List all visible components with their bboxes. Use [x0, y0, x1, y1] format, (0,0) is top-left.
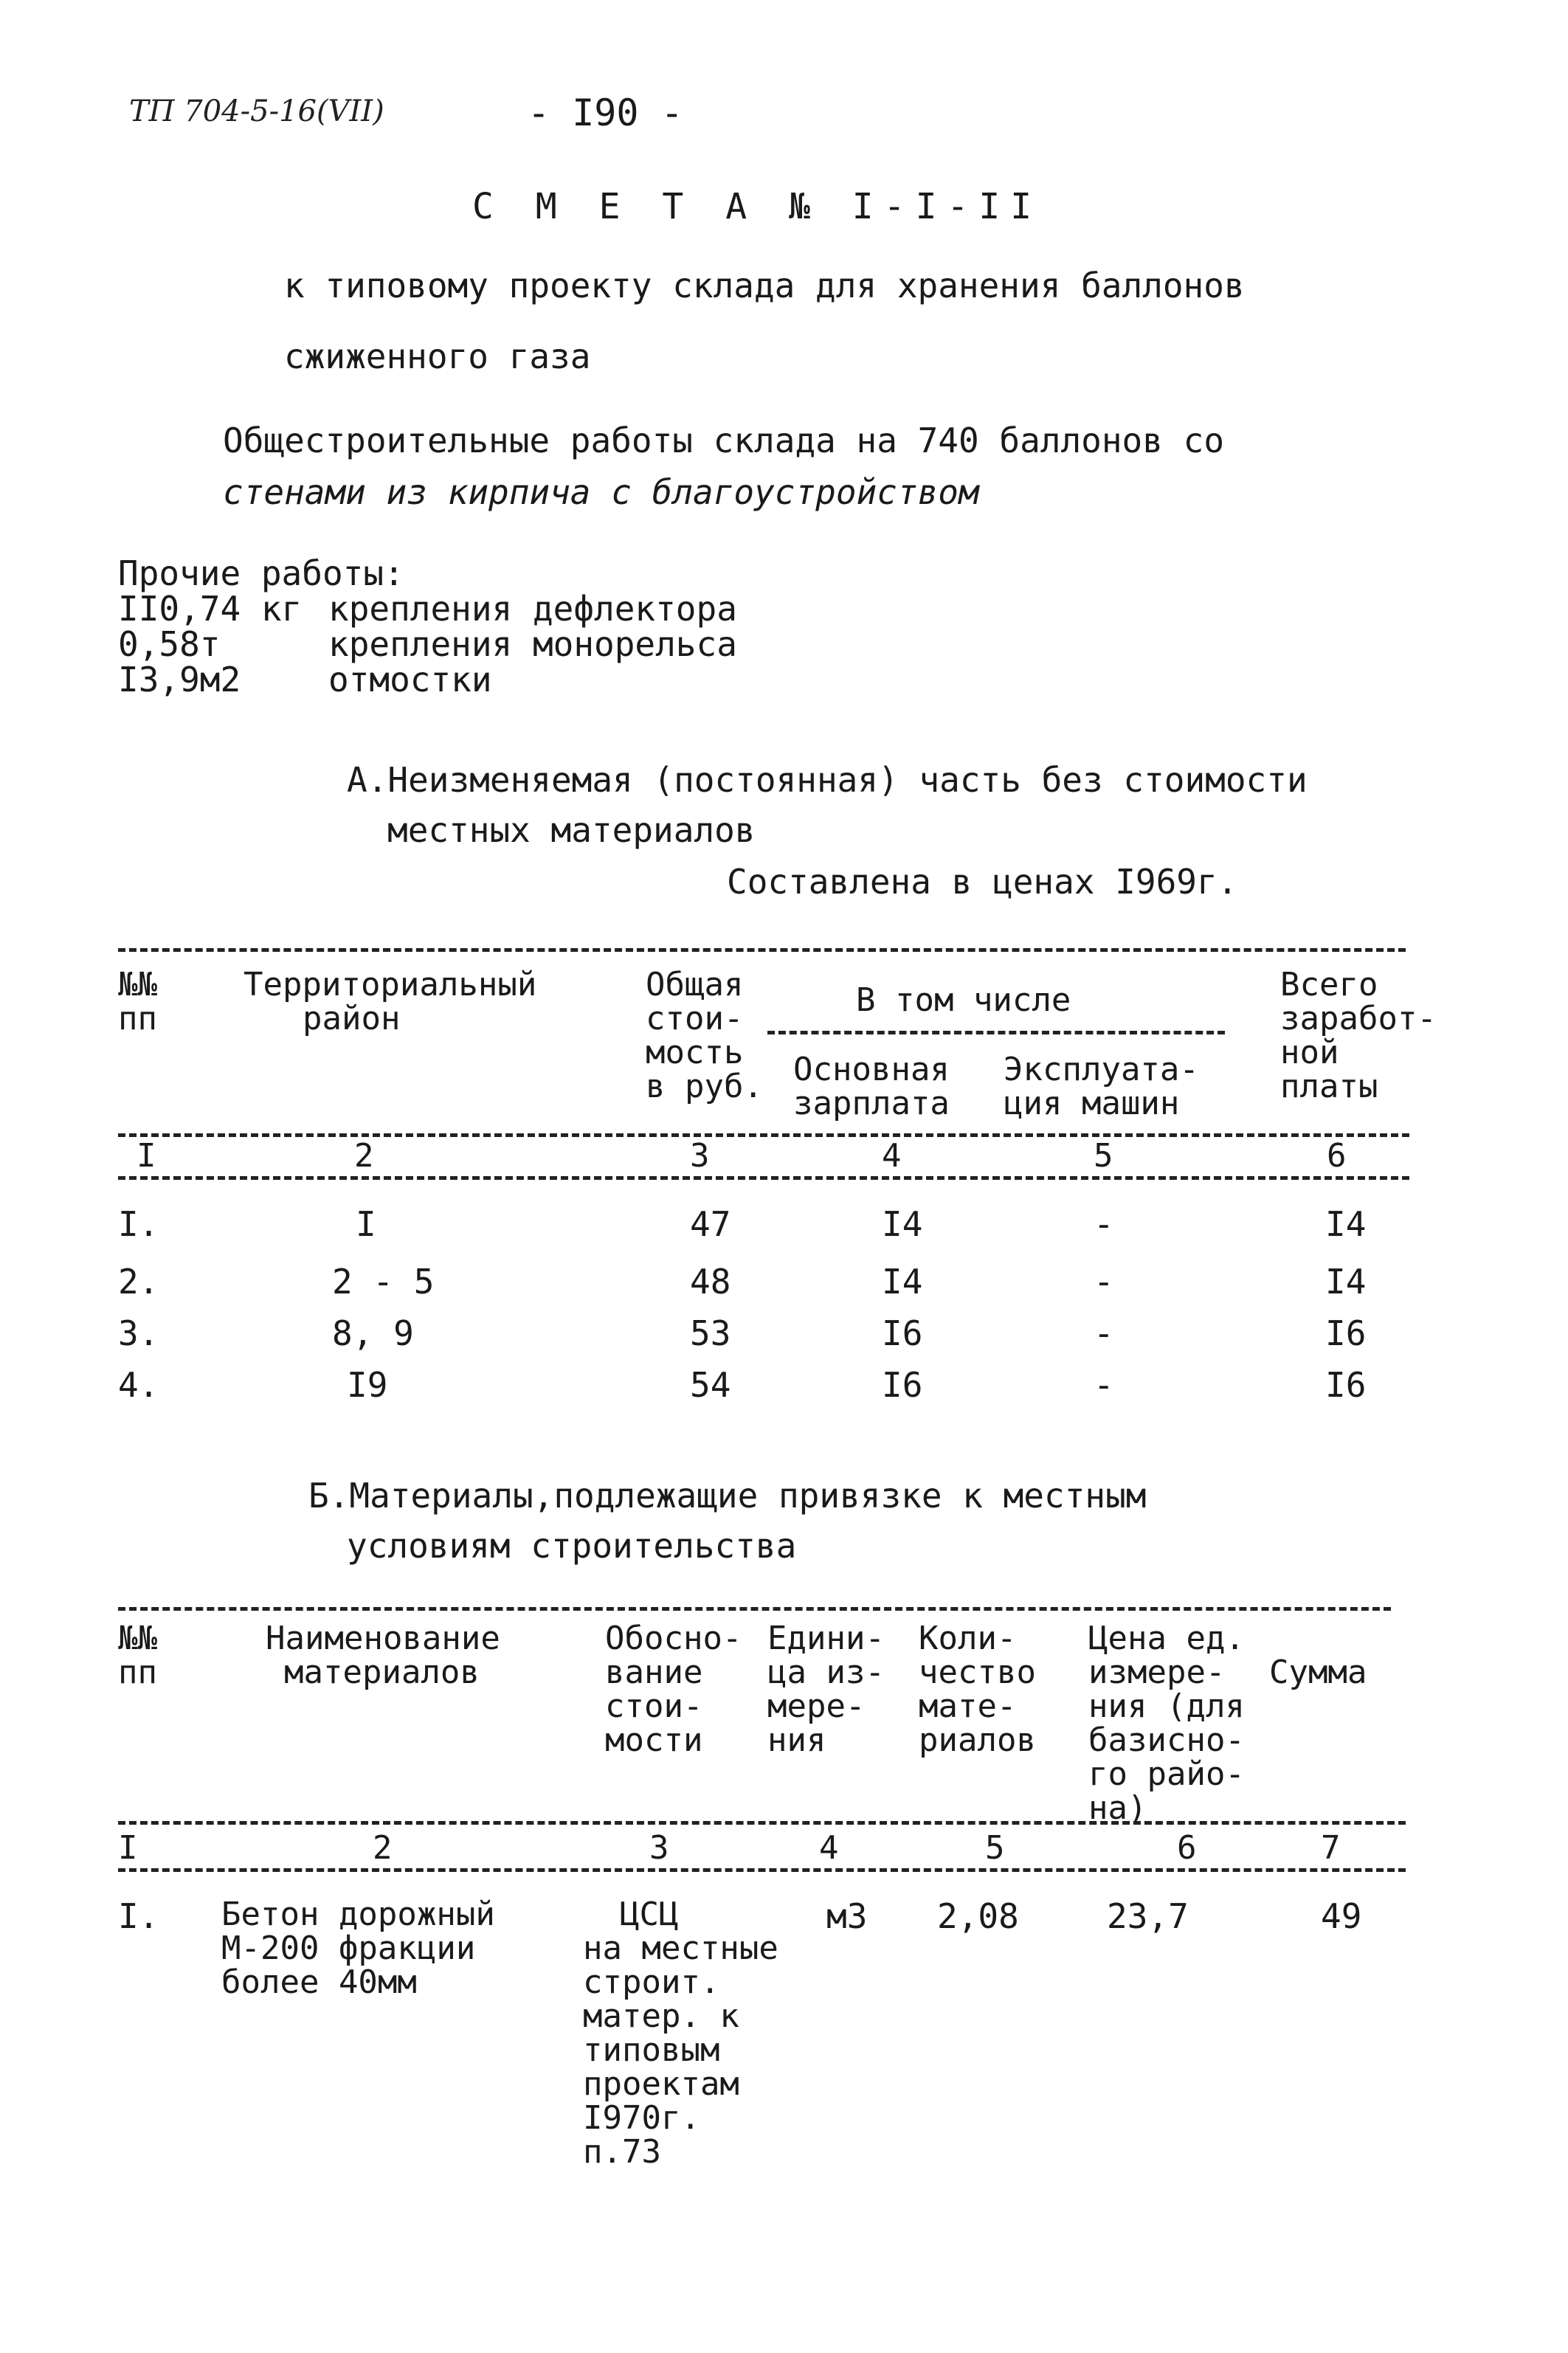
table-b-header-basis-2: вание — [605, 1654, 703, 1691]
other-works-qty-3: I3,9м2 — [118, 660, 241, 699]
total-cost-cell: 47 — [690, 1204, 731, 1244]
table-b-colnum-7: 7 — [1321, 1829, 1341, 1867]
all-wage-cell: I4 — [1325, 1204, 1367, 1244]
table-b-colnum-2: 2 — [373, 1829, 393, 1867]
table-a-incl-rule — [767, 1031, 1225, 1034]
table-a-header-wage-2: зарплата — [793, 1085, 950, 1122]
table-b-header-qty-3: мате- — [919, 1687, 1017, 1725]
table-b-header-price-4: базисно- — [1088, 1721, 1245, 1759]
table-b-header-qty-1: Коли- — [919, 1620, 1017, 1657]
other-works-qty-1: II0,74 кг — [118, 589, 303, 629]
basis-line-3: строит. — [583, 1963, 720, 2001]
table-a-header-total-3: мость — [646, 1034, 744, 1071]
table-b-header-price-5: го райо- — [1088, 1755, 1245, 1793]
region-cell: 8, 9 — [332, 1313, 414, 1353]
section-a-prices-note: Составлена в ценах I969г. — [727, 862, 1238, 902]
table-b-colnum-rule — [118, 1868, 1406, 1872]
subtitle-line-1: к типовому проекту склада для хранения баллонов — [284, 266, 1245, 305]
table-b-header-unit-1: Едини- — [767, 1620, 885, 1657]
table-b-header-basis-1: Обосно- — [605, 1620, 742, 1657]
quantity-cell: 2,08 — [937, 1896, 1019, 1936]
table-a-header-machines-2: ция машин — [1004, 1085, 1180, 1122]
total-cost-cell: 53 — [690, 1313, 731, 1353]
estimate-title: С М Е Т А № I-I-II — [472, 186, 1043, 227]
other-works-name-3: отмостки — [328, 660, 492, 699]
table-a-header-wage-1: Основная — [793, 1051, 950, 1088]
table-a-colnum-3: 3 — [690, 1137, 710, 1175]
table-b-header-num-1: №№ — [118, 1620, 157, 1657]
table-b-header-qty-2: чество — [919, 1654, 1036, 1691]
table-b-header-basis-3: стои- — [605, 1687, 703, 1725]
table-b-colnum-6: 6 — [1177, 1829, 1197, 1867]
table-a-colnum-4: 4 — [882, 1137, 902, 1175]
basis-line-7: I970г. — [583, 2099, 700, 2137]
table-a-header-num-2: пп — [118, 1000, 157, 1037]
basis-line-4: матер. к — [583, 1997, 739, 2035]
table-a-colnum-5: 5 — [1094, 1137, 1113, 1175]
table-b-colnum-5: 5 — [985, 1829, 1005, 1867]
section-b-title-2: условиям строительства — [347, 1526, 797, 1566]
basis-line-2: на местные — [583, 1929, 778, 1967]
subtitle-line-2: сжиженного газа — [284, 336, 591, 376]
table-b-header-price-6: на) — [1088, 1789, 1147, 1827]
total-cost-cell: 54 — [690, 1365, 731, 1405]
table-a-header-allwage-3: ной — [1280, 1034, 1339, 1071]
row-number: 4. — [118, 1365, 159, 1405]
region-cell: I9 — [347, 1365, 388, 1405]
machines-cell: - — [1094, 1313, 1114, 1353]
table-b-header-name-1: Наименование — [266, 1620, 500, 1657]
table-a-header-rule — [118, 1133, 1409, 1137]
table-a-header-allwage-1: Всего — [1280, 966, 1378, 1003]
wage-cell: I4 — [882, 1262, 923, 1302]
machines-cell: - — [1094, 1262, 1114, 1302]
material-name-line-3: более 40мм — [221, 1963, 417, 2001]
row-number: 3. — [118, 1313, 159, 1353]
table-b-header-unit-4: ния — [767, 1721, 826, 1759]
table-b-colnum-1: I — [118, 1829, 138, 1867]
material-name-line-2: М-200 фракции — [221, 1929, 476, 1967]
table-a-header-region-1: Территориальный — [244, 966, 537, 1003]
row-number: 2. — [118, 1262, 159, 1302]
table-a-header-allwage-2: заработ- — [1280, 1000, 1437, 1037]
wage-cell: I4 — [882, 1204, 923, 1244]
other-works-name-1: крепления дефлектора — [328, 589, 737, 629]
table-b-colnum-4: 4 — [819, 1829, 839, 1867]
wage-cell: I6 — [882, 1313, 923, 1353]
table-a-colnum-rule — [118, 1176, 1409, 1180]
table-a-header-machines-1: Эксплуата- — [1004, 1051, 1199, 1088]
basis-line-8: п.73 — [583, 2133, 661, 2171]
table-b-header-unit-3: мере- — [767, 1687, 866, 1725]
scope-line-1: Общестроительные работы склада на 740 баллонов со — [223, 421, 1225, 460]
table-a-header-total-2: стои- — [646, 1000, 744, 1037]
table-a-colnum-1: I — [137, 1137, 156, 1175]
other-works-qty-2: 0,58т — [118, 624, 221, 664]
other-works-heading: Прочие работы: — [118, 553, 404, 593]
total-cost-cell: 48 — [690, 1262, 731, 1302]
section-a-title-2: местных материалов — [387, 810, 756, 850]
table-a-header-num-1: №№ — [118, 966, 157, 1003]
machines-cell: - — [1094, 1204, 1114, 1244]
table-a-top-rule — [118, 948, 1406, 952]
material-name-line-1: Бетон дорожный — [221, 1896, 495, 1933]
table-b-header-qty-4: риалов — [919, 1721, 1036, 1759]
unit-price-cell: 23,7 — [1107, 1896, 1189, 1936]
table-b-colnum-3: 3 — [649, 1829, 669, 1867]
other-works-name-2: крепления монорельса — [328, 624, 737, 664]
wage-cell: I6 — [882, 1365, 923, 1405]
region-cell: 2 - 5 — [332, 1262, 435, 1302]
table-b-header-price-3: ния (для — [1088, 1687, 1245, 1725]
table-a-header-allwage-4: платы — [1280, 1068, 1378, 1105]
table-b-header-price-2: измере- — [1088, 1654, 1226, 1691]
table-b-header-name-2: материалов — [284, 1654, 480, 1691]
basis-line-5: типовым — [583, 2031, 720, 2069]
row-number: I. — [118, 1204, 159, 1244]
table-b-header-basis-4: мости — [605, 1721, 703, 1759]
sum-cell: 49 — [1321, 1896, 1362, 1936]
page-number: - I90 - — [528, 91, 683, 134]
machines-cell: - — [1094, 1365, 1114, 1405]
section-a-title-1: А.Неизменяемая (постоянная) часть без стоимости — [347, 760, 1308, 800]
all-wage-cell: I4 — [1325, 1262, 1367, 1302]
table-b-header-sum: Сумма — [1269, 1654, 1367, 1691]
table-a-header-total-1: Общая — [646, 966, 744, 1003]
row-number: I. — [118, 1896, 159, 1936]
basis-line-1: ЦСЦ — [620, 1896, 679, 1933]
table-b-header-unit-2: ца из- — [767, 1654, 885, 1691]
table-b-top-rule — [118, 1607, 1391, 1611]
table-b-header-rule — [118, 1821, 1406, 1825]
table-a-colnum-6: 6 — [1327, 1137, 1347, 1175]
table-a-header-region-2: район — [303, 1000, 401, 1037]
table-a-header-incl: В том числе — [856, 981, 1071, 1019]
all-wage-cell: I6 — [1325, 1365, 1367, 1405]
section-b-title-1: Б.Материалы,подлежащие привязке к местным — [308, 1476, 1147, 1516]
table-b-header-price-1: Цена ед. — [1088, 1620, 1245, 1657]
table-a-colnum-2: 2 — [354, 1137, 374, 1175]
table-b-header-num-2: пп — [118, 1654, 157, 1691]
unit-cell: м3 — [826, 1896, 868, 1936]
basis-line-6: проектам — [583, 2065, 739, 2103]
table-a-header-total-4: в руб. — [646, 1068, 763, 1105]
all-wage-cell: I6 — [1325, 1313, 1367, 1353]
region-cell: I — [356, 1204, 376, 1244]
document-code: ТП 704-5-16(VII) — [129, 94, 384, 128]
scope-line-2: стенами из кирпича с благоустройством — [223, 472, 979, 512]
